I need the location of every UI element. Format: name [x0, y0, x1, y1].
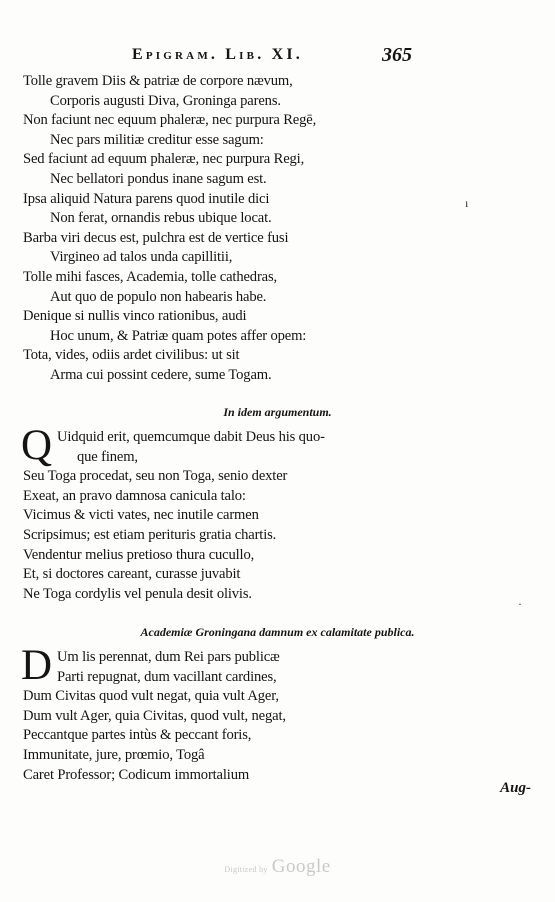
margin-mark: ·	[518, 597, 522, 611]
poem-3	[21, 642, 528, 785]
verse-line: Arma cui possint cedere, sume Togam.	[50, 366, 272, 383]
verse-line: que finem,	[77, 448, 138, 465]
verse-line: Immunitate, jure, prœmio, Togâ	[23, 746, 205, 763]
verse-line: Nec bellatori pondus inane sagum est.	[50, 170, 267, 187]
verse-line: Dum Civitas quod vult negat, quia vult Ager,	[23, 688, 279, 705]
verse-line: Barba viri decus est, pulchra est de vertice fusi	[23, 229, 289, 246]
verse-line: Ipsa aliquid Natura parens quod inutile dici	[23, 190, 270, 207]
verse-line: Exeat, an pravo damnosa canicula talo:	[23, 487, 246, 504]
catchword: Aug-	[500, 780, 531, 796]
section-title: Academiæ Groningana damnum ex calamitate publica.	[140, 625, 415, 639]
verse-line: Peccantque partes intùs & peccant foris,	[23, 727, 252, 744]
verse-line: Tolle mihi fasces, Academia, tolle cathedras,	[23, 268, 278, 285]
poem-2	[21, 422, 528, 604]
page-number: 365	[382, 44, 412, 66]
verse-text: Um lis perennat, dum Rei pars publicæ	[57, 649, 280, 665]
verse-line: Scripsimus; est etiam perituris gratia chartis.	[23, 526, 277, 543]
verse-line: Non ferat, ornandis rebus ubique locat.	[50, 210, 272, 227]
verse-line: Parti repugnat, dum vacillant cardines,	[57, 668, 277, 685]
digitization-watermark	[0, 856, 555, 878]
margin-mark: ı	[465, 196, 469, 210]
drop-cap: Q	[21, 422, 52, 469]
watermark-logo-text: Google	[271, 856, 331, 877]
verse-line: Tota, vides, odiis ardet civilibus: ut sit	[23, 347, 240, 364]
verse-line: Non faciunt nec equum phaleræ, nec purpura Regē,	[23, 112, 317, 129]
verse-line: Virgineo ad talos unda capillitii,	[50, 249, 233, 266]
verse-line: Seu Toga procedat, seu non Toga, senio dexter	[23, 468, 288, 485]
verse-line: Sed faciunt ad equum phaleræ, nec purpura Regi,	[23, 151, 305, 168]
verse-line: Hoc unum, & Patriæ quam potes affer opem:	[50, 327, 307, 344]
verse-line: Ne Toga cordylis vel penula desit olivis.	[23, 585, 252, 602]
watermark-small-text: Digitized by	[224, 865, 268, 874]
verse-line: Vicimus & victi vates, nec inutile carmen	[23, 507, 259, 524]
verse-line: Caret Professor; Codicum immortalium	[23, 766, 250, 783]
verse-line: Corporis augusti Diva, Groninga parens.	[50, 92, 281, 109]
verse-line: Denique si nullis vinco rationibus, audi	[23, 308, 247, 325]
verse-line: Nec pars militiæ creditur esse sagum:	[50, 131, 264, 148]
section-title: In idem argumentum.	[223, 405, 332, 419]
verse-line: Vendentur melius pretioso thura cucullo,	[23, 546, 255, 563]
drop-cap: D	[21, 642, 52, 689]
poem-1	[23, 72, 528, 386]
verse-line: Dum vult Ager, quia Civitas, quod vult, negat,	[23, 707, 286, 724]
verse-line: Et, si doctores careant, curasse juvabit	[23, 566, 241, 583]
verse-text: Uidquid erit, quemcumque dabit Deus his quo-	[57, 429, 325, 445]
verse-line: Tolle gravem Diis & patriæ de corpore nævum,	[23, 73, 293, 89]
page-header	[0, 44, 555, 70]
running-head: Epigram. Lib. XI.	[132, 46, 303, 63]
verse-line: Aut quo de populo non habearis habe.	[50, 288, 267, 305]
